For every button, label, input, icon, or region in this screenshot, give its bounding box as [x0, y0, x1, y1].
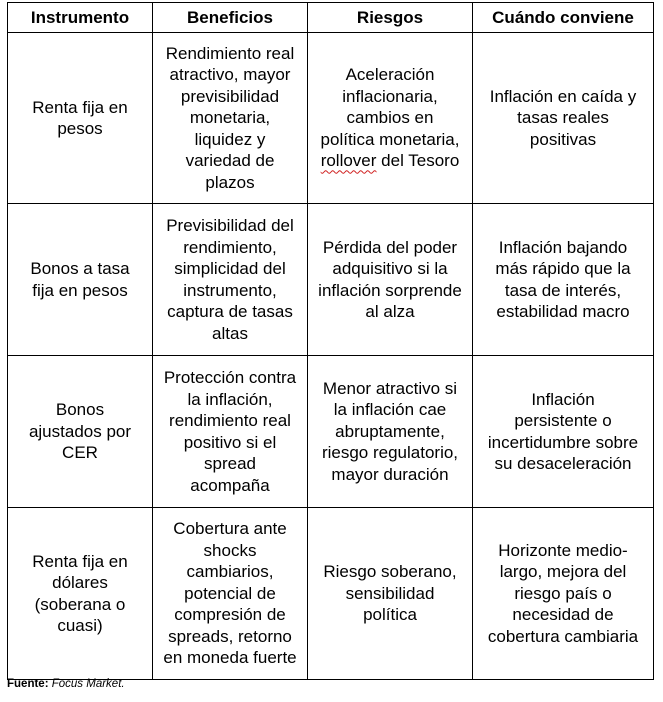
header-cuando-conviene: Cuándo conviene: [473, 3, 654, 33]
comparison-table: [7, 2, 654, 680]
table-row: [8, 33, 654, 204]
riesgos-cell: Riesgo soberano, sensibilidad política: [308, 508, 473, 680]
riesgos-cell: Menor atractivo si la inflación cae abruptamente, riesgo regulatorio, mayor duración: [308, 356, 473, 508]
beneficios-cell: Rendimiento real atractivo, mayor previsibilidad monetaria, liquidez y variedad de plazos: [153, 33, 308, 204]
table-row: [8, 508, 654, 680]
source-note: [7, 678, 125, 690]
source-label: Fuente:: [7, 678, 49, 690]
header-row: [8, 3, 654, 33]
instrumento-cell: Renta fija en dólares (soberana o cuasi): [8, 508, 153, 680]
cuando-cell: Inflación en caída y tasas reales positivas: [473, 33, 654, 204]
header-beneficios: Beneficios: [153, 3, 308, 33]
instrumento-cell: Renta fija en pesos: [8, 33, 153, 204]
table-row: [8, 204, 654, 356]
riesgos-cell: [308, 33, 473, 204]
cuando-cell: Horizonte medio- largo, mejora del riesgo país o necesidad de cobertura cambiaria: [473, 508, 654, 680]
cuando-cell: Inflación persistente o incertidumbre sobre su desaceleración: [473, 356, 654, 508]
riesgos-cell: Pérdida del poder adquisitivo si la inflación sorprende al alza: [308, 204, 473, 356]
beneficios-cell: Cobertura ante shocks cambiarios, potencial de compresión de spreads, retorno en moneda fuerte: [153, 508, 308, 680]
instrumento-cell: Bonos a tasa fija en pesos: [8, 204, 153, 356]
riesgos-text: del Tesoro: [376, 151, 460, 171]
beneficios-cell: Previsibilidad del rendimiento, simplicidad del instrumento, captura de tasas altas: [153, 204, 308, 356]
header-riesgos: Riesgos: [308, 3, 473, 33]
table-row: [8, 356, 654, 508]
spellcheck-flagged-word: rollover: [320, 151, 377, 171]
source-value: Focus Market.: [51, 678, 125, 690]
beneficios-cell: Protección contra la inflación, rendimiento real positivo si el spread acompaña: [153, 356, 308, 508]
cuando-cell: Inflación bajando más rápido que la tasa de interés, estabilidad macro: [473, 204, 654, 356]
header-instrumento: Instrumento: [8, 3, 153, 33]
instrumento-cell: Bonos ajustados por CER: [8, 356, 153, 508]
riesgos-text: Aceleración inflacionaria, cambios en política monetaria,: [320, 65, 460, 149]
